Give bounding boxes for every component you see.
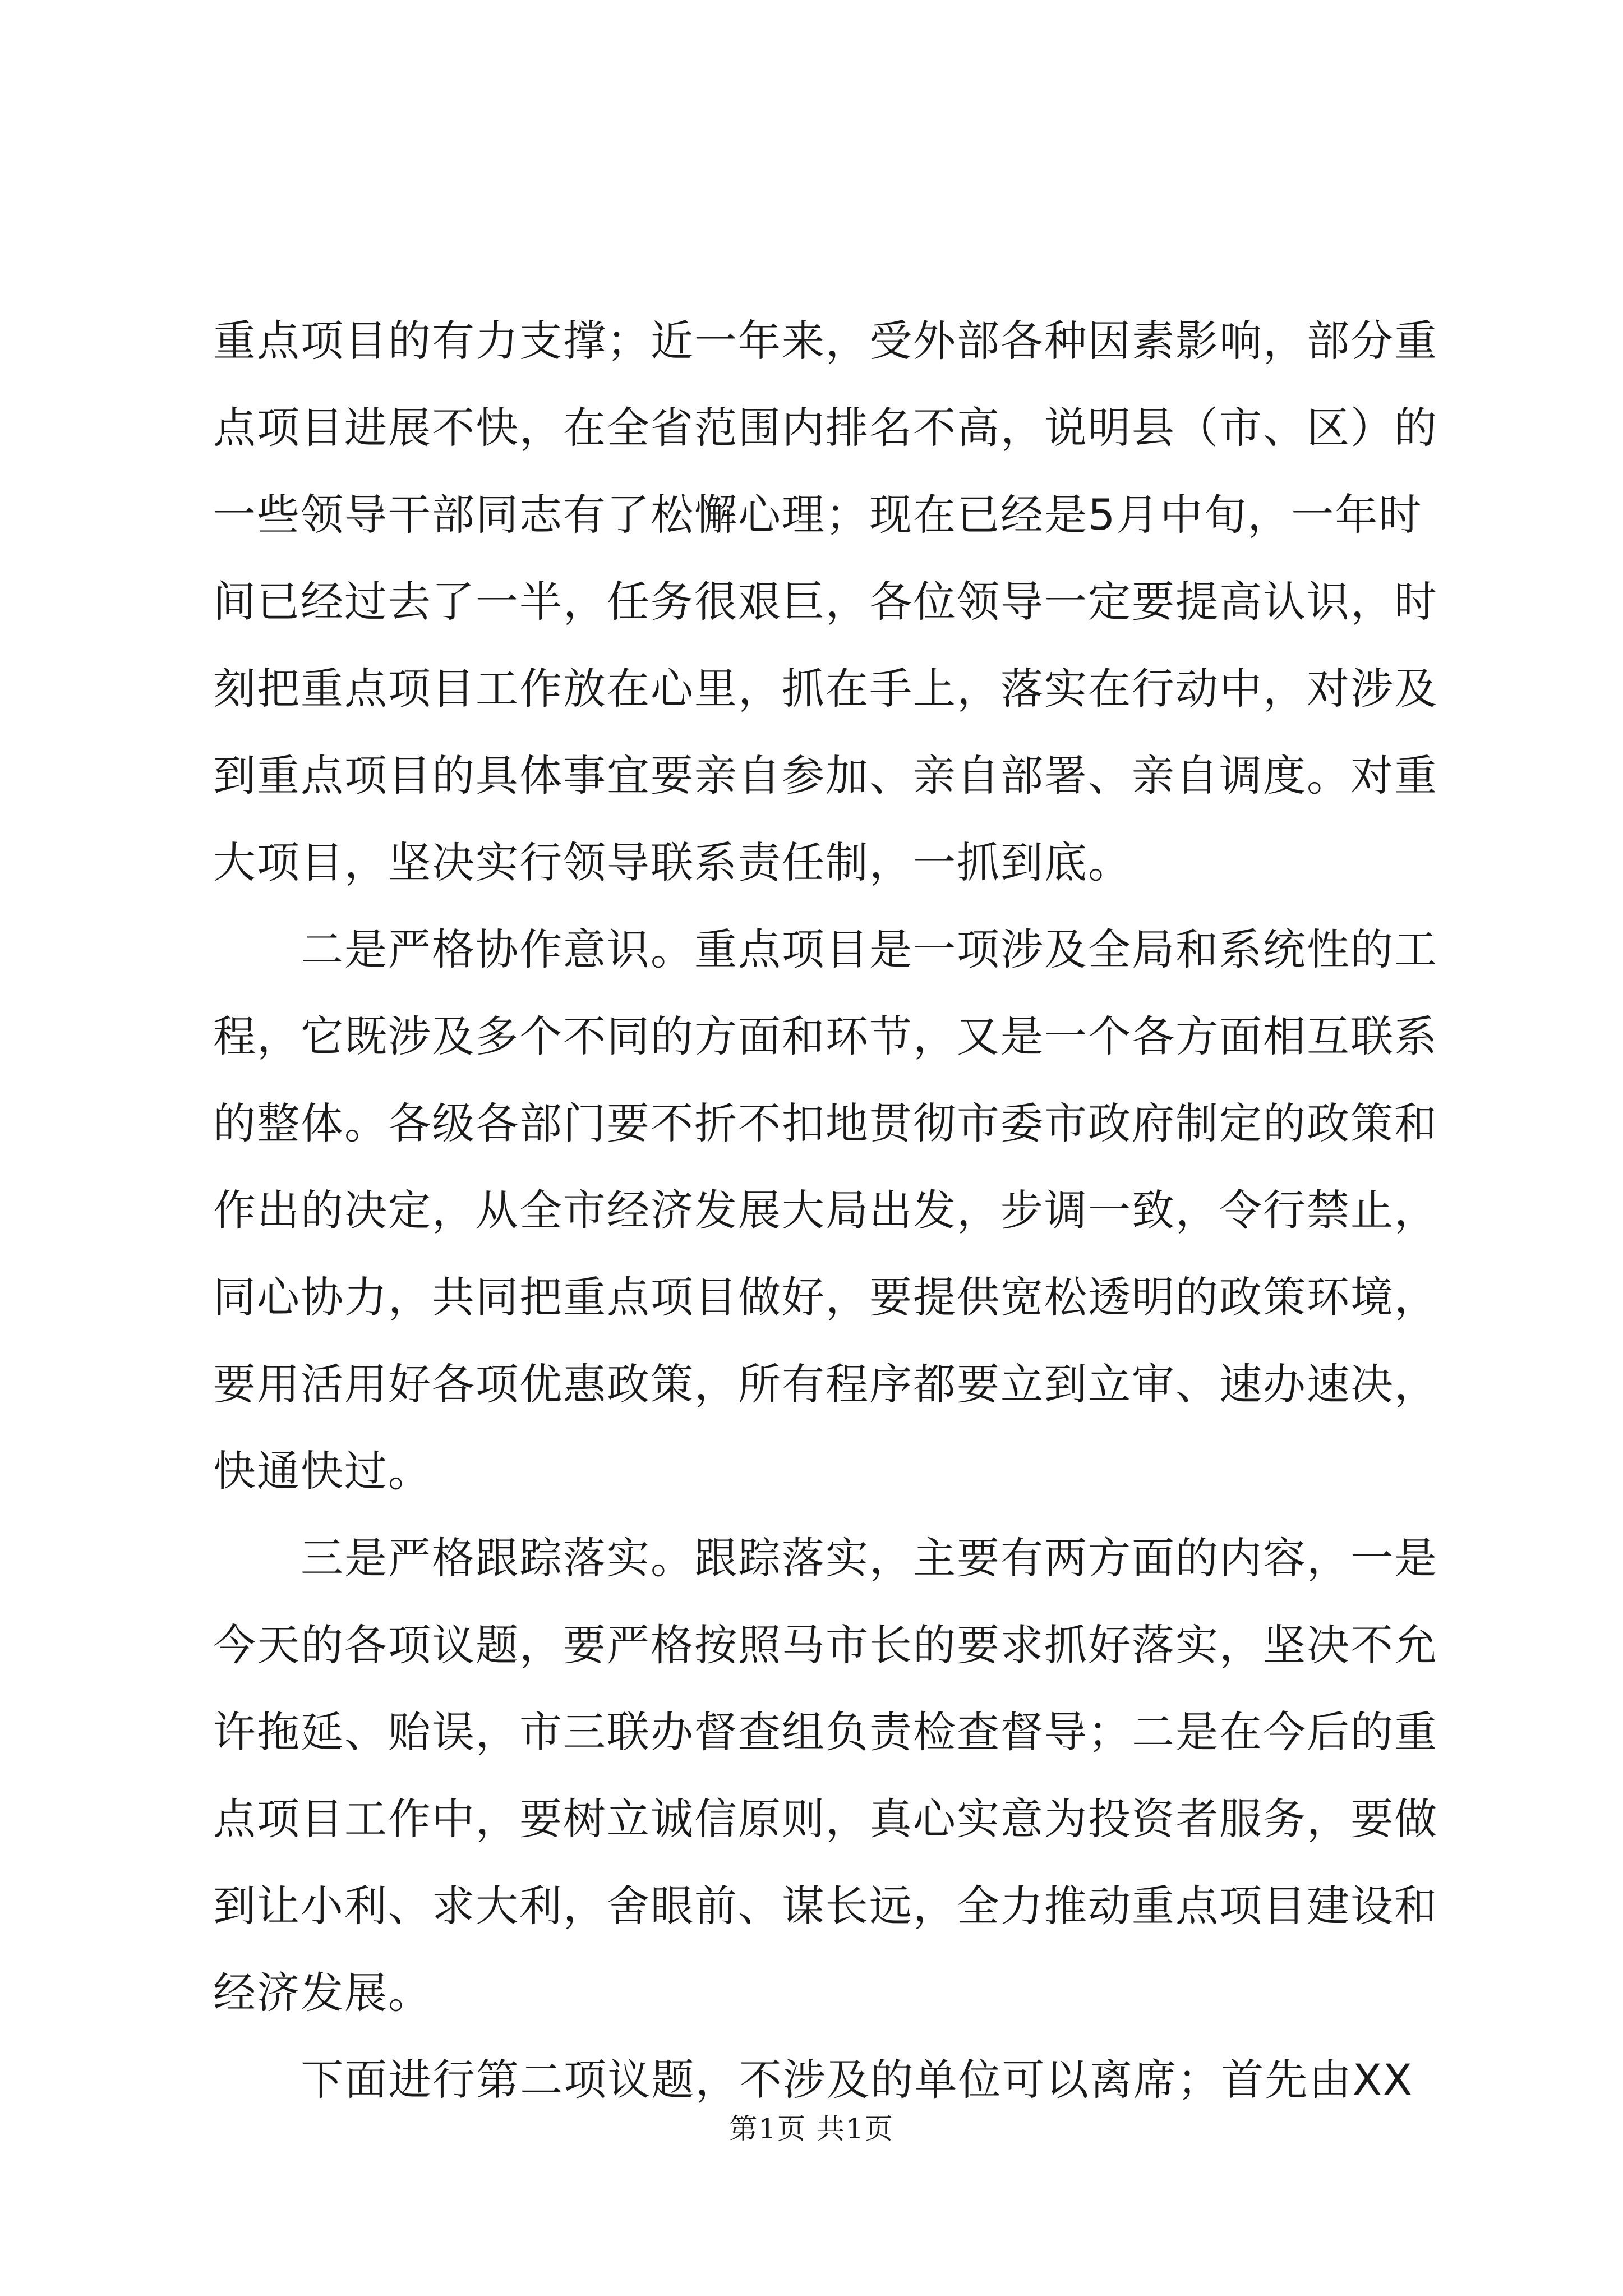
- page-footer: 第1页 共1页: [729, 2113, 894, 2145]
- text-line: 经济发展。: [213, 1968, 432, 2018]
- text-line: 二是严格协作意识。重点项目是一项涉及全局和系统性的工: [213, 924, 1438, 974]
- text-line: 到让小利、求大利，舍眼前、谋长远，全力推动重点项目建设和: [213, 1881, 1438, 1931]
- text-line: 今天的各项议题，要严格按照马市长的要求抓好落实，坚决不允: [213, 1620, 1438, 1670]
- text-line: 作出的决定，从全市经济发展大局出发，步调一致，令行禁止，: [213, 1185, 1438, 1235]
- text-line: 要用活用好各项优惠政策，所有程序都要立到立审、速办速决，: [213, 1359, 1438, 1409]
- text-line: 刻把重点项目工作放在心里，抓在手上，落实在行动中，对涉及: [213, 664, 1438, 714]
- text-line: 的整体。各级各部门要不折不扣地贯彻市委市政府制定的政策和: [213, 1098, 1438, 1148]
- body-text: [213, 297, 1438, 2123]
- text-line: 三是严格跟踪落实。跟踪落实，主要有两方面的内容，一是: [213, 1533, 1438, 1583]
- text-line: 同心协力，共同把重点项目做好，要提供宽松透明的政策环境，: [213, 1272, 1438, 1322]
- text-line: 间已经过去了一半，任务很艰巨，各位领导一定要提高认识，时: [213, 577, 1438, 627]
- text-line: 点项目进展不快，在全省范围内排名不高，说明县（市、区）的: [213, 403, 1438, 453]
- text-line: 下面进行第二项议题，不涉及的单位可以离席；首先由XX: [213, 2055, 1413, 2105]
- text-line: 点项目工作中，要树立诚信原则，真心实意为投资者服务，要做: [213, 1794, 1438, 1844]
- text-line: 程，它既涉及多个不同的方面和环节，又是一个各方面相互联系: [213, 1011, 1438, 1061]
- text-line: 快通快过。: [213, 1446, 432, 1496]
- text-line: 许拖延、贻误，市三联办督查组负责检查督导；二是在今后的重: [213, 1707, 1438, 1757]
- text-line: 大项目，坚决实行领导联系责任制，一抓到底。: [213, 838, 1132, 887]
- text-line: 到重点项目的具体事宜要亲自参加、亲自部署、亲自调度。对重: [213, 751, 1438, 800]
- text-line: 重点项目的有力支撑；近一年来，受外部各种因素影响，部分重: [213, 316, 1438, 366]
- text-line: 一些领导干部同志有了松懈心理；现在已经是5月中旬，一年时: [213, 490, 1423, 540]
